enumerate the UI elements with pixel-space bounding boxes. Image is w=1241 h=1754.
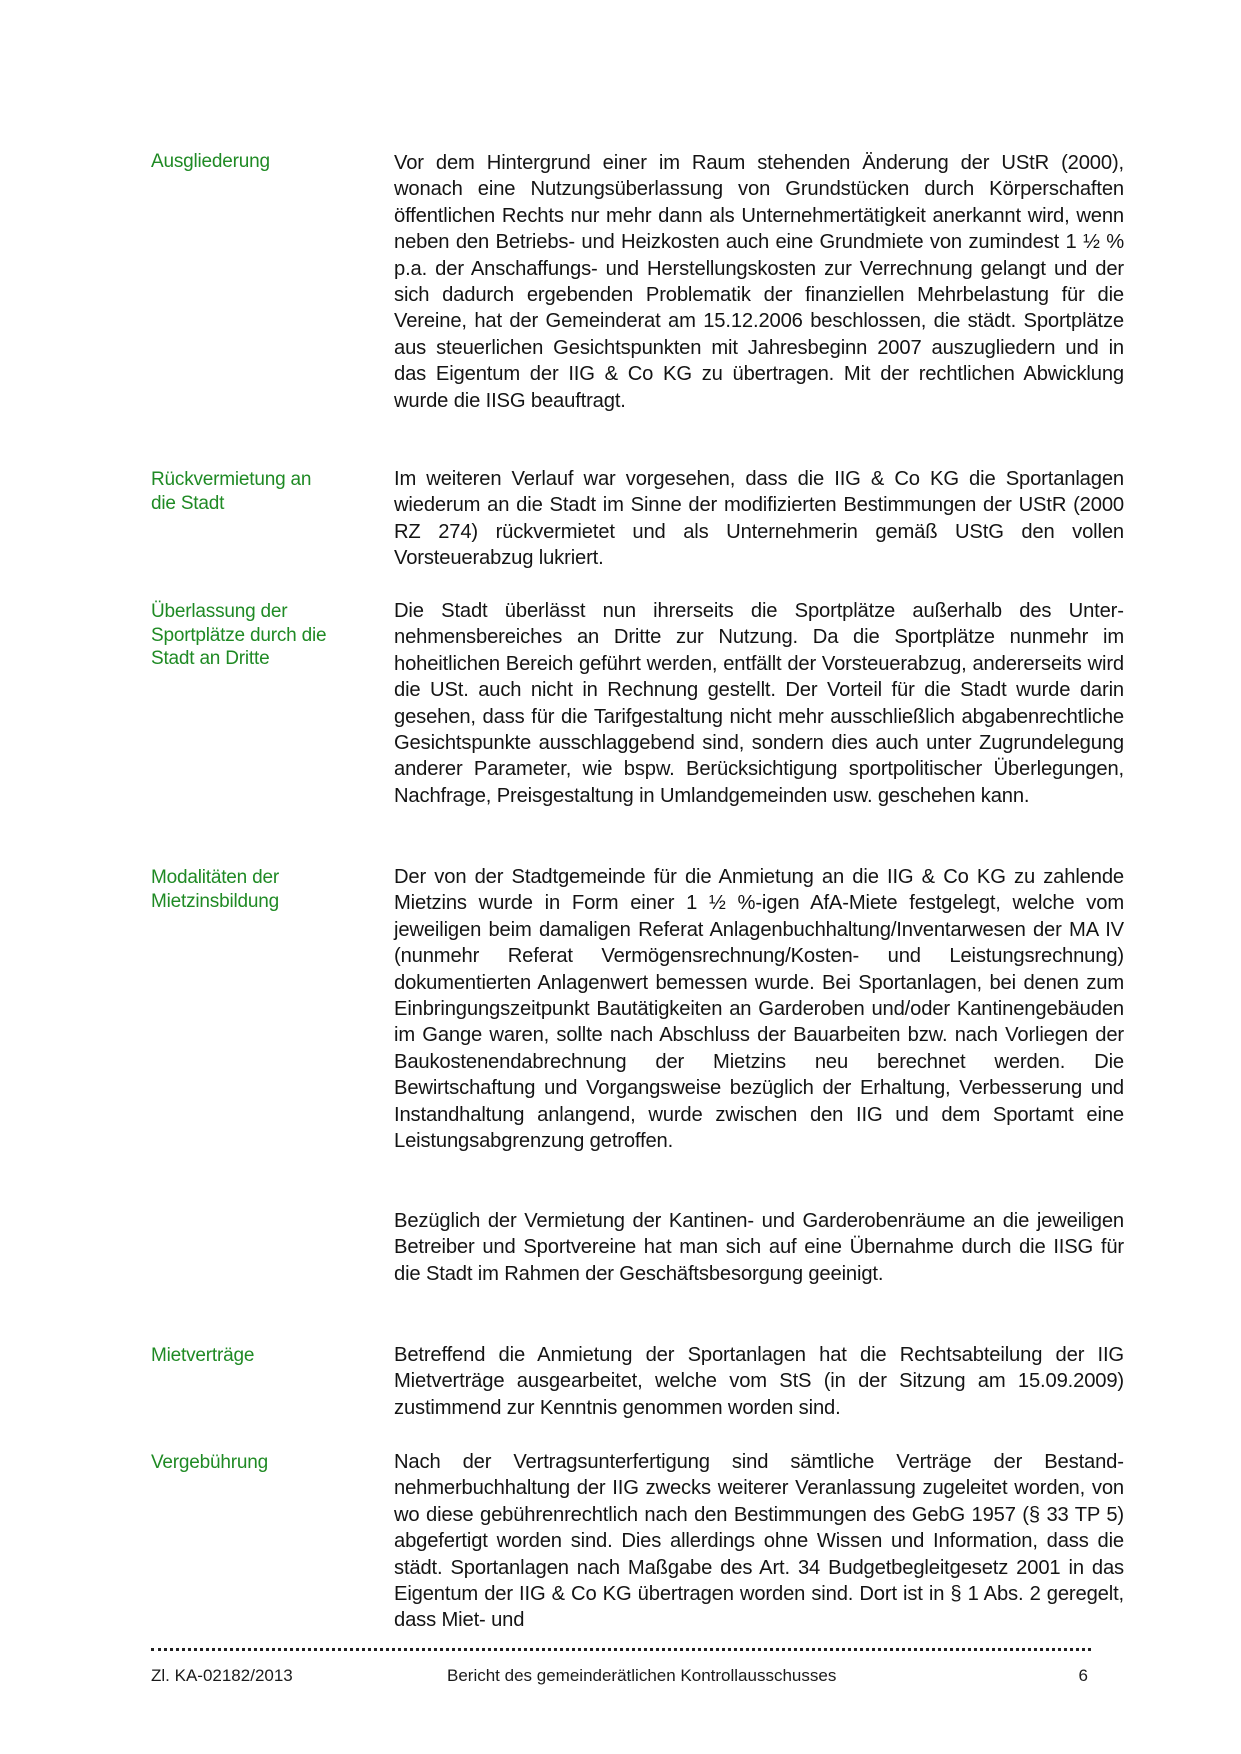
margin-label: Vergebührung	[151, 1452, 268, 1473]
section-body	[394, 466, 1124, 572]
margin-label: Überlassung der Sportplätze durch die Stadt an Dritte	[151, 601, 327, 669]
paragraph: Der von der Stadtgemeinde für die Anmietung an die IIG & Co KG zu zahlende Mietzins wurde in Form einer 1 ½ %-igen AfA-Miete festgelegt, welche vom jeweiligen beim damaligen Referat Anlagenbuchhaltung/Inventarwesen der MA IV (nunmehr Referat Vermögensrechnung/Kosten- und Leistungsrechnung) dokumentierten Anlagenwert bemessen wurde. Bei Sportanlagen, bei denen zum Einbringungszeitpunkt Bautätigkeiten an Garderoben und/oder Kantinengebäuden im Gange waren, sollte nach Abschluss der Bauarbeiten bzw. nach Vorliegen der Baukostenendabrechnung der Mietzins neu berechnet werden. Die Bewirtschaftung und Vorgangsweise bezüglich der Erhaltung, Verbesserung und Instandhaltung anlangend, wurde zwischen den IIG und dem Sportamt eine Leistungsabgrenzung getroffen.	[394, 866, 1124, 1153]
section-body	[394, 150, 1124, 414]
section-body	[394, 598, 1124, 809]
section-body	[394, 1208, 1124, 1287]
margin-label: Mietverträge	[151, 1345, 255, 1366]
footer-reference: Zl. KA-02182/2013	[151, 1666, 293, 1685]
section-body	[394, 864, 1124, 1154]
margin-label: Ausgliederung	[151, 151, 270, 172]
page-number: 6	[1078, 1666, 1088, 1685]
footer-divider	[151, 1648, 1091, 1651]
paragraph: Im weiteren Verlauf war vorgesehen, dass die IIG & Co KG die Sportanlagen wiederum an die Stadt im Sinne der modifizierten Bestimmungen der UStR (2000 RZ 274) rückvermietet und als Unternehmerin gemäß UStG den vollen Vorsteuerabzug lukriert.	[394, 468, 1124, 570]
page-footer	[151, 1666, 1096, 1690]
paragraph: Betreffend die Anmietung der Sportanlagen hat die Rechtsabteilung der IIG Mietverträge ausgearbeitet, welche vom StS (in der Sitzung am 15.09.2009) zustimmend zur Kenntnis genommen worden sind.	[394, 1344, 1124, 1419]
paragraph: Nach der Vertragsunterfertigung sind sämtliche Verträge der Bestandnehmerbuchhaltung der IIG zwecks weiterer Veranlassung zugeleitet worden, von wo diese gebührenrechtlich nach den Bestimmungen des GebG 1957 (§ 33 TP 5) abgefertigt worden sind. Dies allerdings ohne Wissen und Information, dass die städt. Sportanlagen nach Maßgabe des Art. 34 Budgetbegleitgesetz 2001 in das Eigentum der IIG & Co KG übertragen worden sind. Dort ist in § 1 Abs. 2 geregelt, dass Miet- und	[394, 1451, 1124, 1632]
footer-title: Bericht des gemeinderätlichen Kontrollausschusses	[447, 1666, 837, 1685]
paragraph: Bezüglich der Vermietung der Kantinen- und Garderobenräume an die jeweiligen Betreiber und Sportvereine hat man sich auf eine Übernahme durch die IISG für die Stadt im Rahmen der Geschäftsbesorgung geeinigt.	[394, 1210, 1124, 1285]
margin-label: Rückvermietung an die Stadt	[151, 469, 312, 514]
margin-label: Modalitäten der Mietzinsbildung	[151, 867, 279, 912]
paragraph: Die Stadt überlässt nun ihrerseits die Sportplätze außerhalb des Unternehmensbereiches an Dritte zur Nutzung. Da die Sportplätze nunmehr im hoheitlichen Bereich geführt werden, entfällt der Vorsteuerabzug, andererseits wird die USt. auch nicht in Rechnung gestellt. Der Vorteil für die Stadt wurde darin gesehen, dass für die Tarifgestaltung nicht mehr ausschließlich abgabenrechtliche Gesichtspunkte ausschlaggebend sind, sondern dies auch unter Zugrundelegung anderer Parameter, wie bspw. Berücksichtigung sportpolitischer Überlegungen, Nachfrage, Preisgestaltung in Umlandgemeinden usw. geschehen kann.	[394, 600, 1124, 807]
section-body	[394, 1342, 1124, 1421]
section-body	[394, 1449, 1124, 1634]
paragraph: Vor dem Hintergrund einer im Raum stehenden Änderung der UStR (2000), wonach eine Nutzungsüberlassung von Grundstücken durch Körperschaften öffentlichen Rechts nur mehr dann als Unternehmertätigkeit anerkannt wird, wenn neben den Betriebs- und Heizkosten auch eine Grundmiete von zumindest 1 ½ % p.a. der Anschaffungs- und Herstellungskosten zur Verrechnung gelangt und der sich dadurch ergebenden Problematik der finanziellen Mehrbelastung für die Vereine, hat der Gemeinderat am 15.12.2006 beschlossen, die städt. Sportplätze aus steuerlichen Gesichtspunkten mit Jahresbeginn 2007 auszugliedern und in das Eigentum der IIG & Co KG zu übertragen. Mit der rechtlichen Abwicklung wurde die IISG beauftragt.	[394, 152, 1124, 412]
